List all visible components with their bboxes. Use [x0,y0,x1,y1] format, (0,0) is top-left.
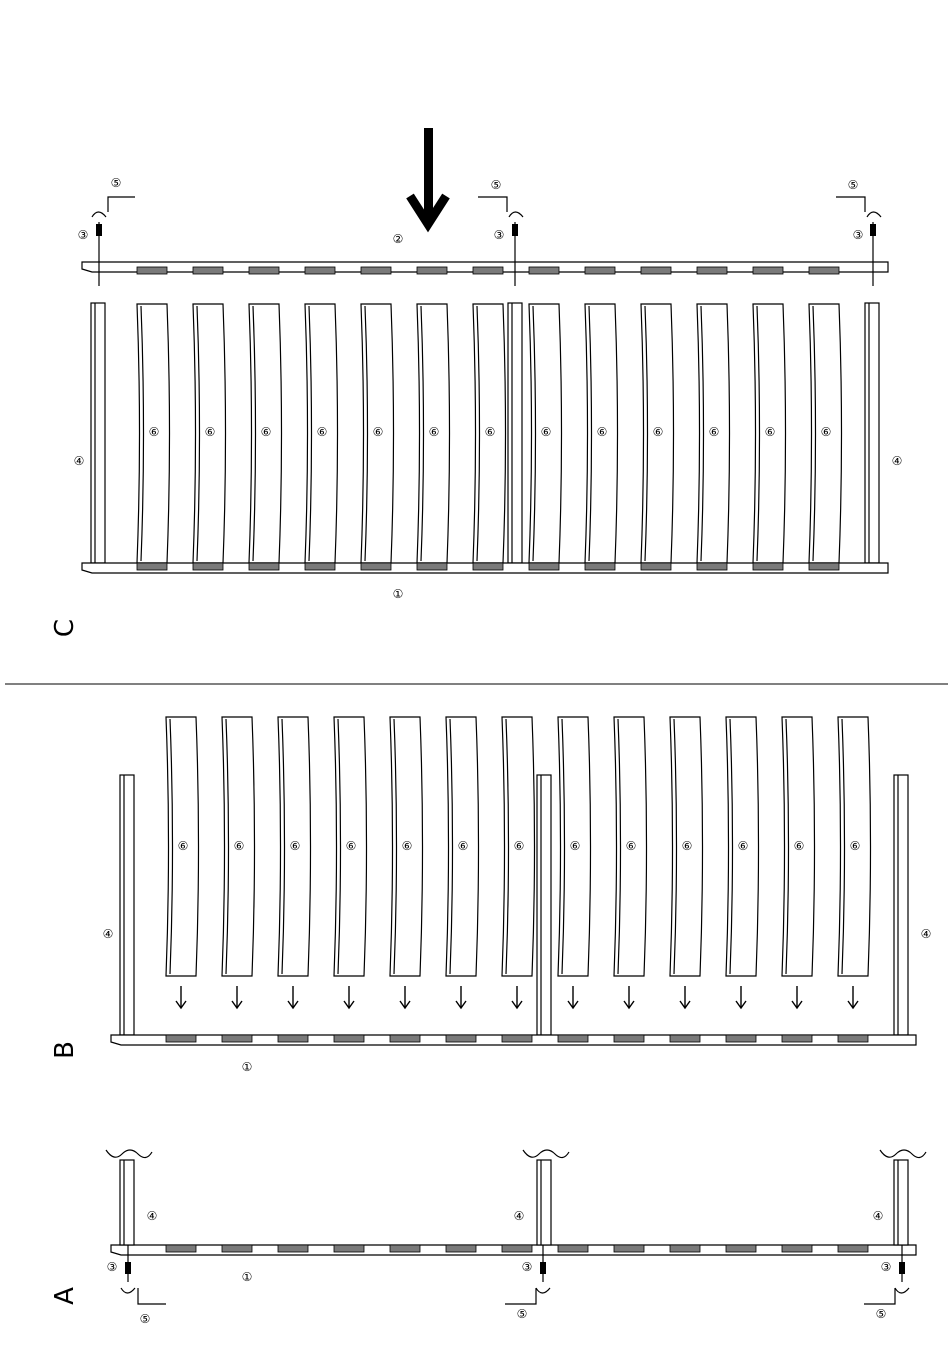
rail-pad [558,1245,588,1252]
rail-pad [697,563,727,570]
part-label-hex-key-a1: ⑤ [139,1312,151,1326]
rail-pad [838,1245,868,1252]
part-label-screw-a1: ③ [106,1260,118,1274]
rail-pad [278,1035,308,1042]
part-label-post-a2: ④ [513,1209,525,1223]
hex-key-icon [121,1288,166,1304]
part-label-rail-a: ① [241,1270,253,1284]
part-label-slat: ⑥ [204,425,216,439]
rail-pad [641,563,671,570]
part-label-slat: ⑥ [737,839,749,853]
hex-key-icon [864,1288,909,1304]
rail-pad [558,1035,588,1042]
slats-c [137,304,842,563]
post-mid-b [537,775,551,1035]
part-label-rail-b: ① [241,1060,253,1074]
rail-pad [417,267,447,274]
part-label-post-right-c: ④ [891,454,903,468]
rail-pad [585,563,615,570]
rail-pad [670,1035,700,1042]
part-label-screw-3: ③ [852,228,864,242]
part-label-slat: ⑥ [820,425,832,439]
part-label-hex-key-a3: ⑤ [875,1307,887,1321]
part-label-post-left-b: ④ [102,927,114,941]
rail-pad [334,1035,364,1042]
step-label-a: A [50,1287,80,1305]
part-label-top-rail: ② [392,232,404,246]
rail-pad [529,563,559,570]
rail-pad [417,563,447,570]
screw-icon [870,222,876,286]
part-label-slat: ⑥ [177,839,189,853]
part-label-slat: ⑥ [401,839,413,853]
rail-pad [809,267,839,274]
rail-pad [166,1245,196,1252]
rail-pad [726,1245,756,1252]
part-label-slat: ⑥ [484,425,496,439]
part-label-slat: ⑥ [233,839,245,853]
rail-pad [193,563,223,570]
hex-key-icon [505,1288,550,1304]
rail-pad [249,563,279,570]
step-a-panel [50,1150,926,1326]
rail-pad [670,1245,700,1252]
rail-pad [585,267,615,274]
rail-pad [726,1035,756,1042]
part-label-hex-key-a2: ⑤ [516,1307,528,1321]
part-label-slat: ⑥ [260,425,272,439]
bottom-rail-b [111,1035,916,1045]
screw-icon [512,222,518,286]
rail-pad [446,1035,476,1042]
post-stub-mid-a [523,1150,569,1245]
rail-pad [473,267,503,274]
part-label-hex-key-2: ⑤ [490,178,502,192]
step-label-c: C [50,618,80,638]
part-label-slat: ⑥ [569,839,581,853]
hex-key-icon [836,197,881,217]
rail-pad [166,1035,196,1042]
part-label-hex-key-1: ⑤ [110,176,122,190]
step-c-panel [50,128,902,637]
part-label-post-left-c: ④ [73,454,85,468]
part-label-slat: ⑥ [625,839,637,853]
rail-pad [193,267,223,274]
part-label-screw-a2: ③ [521,1260,533,1274]
slat-drop-arrows [176,986,858,1008]
post-right-c [865,303,879,563]
part-label-slat: ⑥ [764,425,776,439]
bottom-rail-a [111,1245,916,1255]
part-label-slat: ⑥ [849,839,861,853]
step-label-b: B [50,1041,80,1059]
part-label-slat: ⑥ [148,425,160,439]
part-label-slat: ⑥ [652,425,664,439]
part-label-slat: ⑥ [316,425,328,439]
slats-b [166,717,871,976]
part-label-slat: ⑥ [596,425,608,439]
part-label-slat: ⑥ [457,839,469,853]
rail-pad [614,1035,644,1042]
rail-pad [361,267,391,274]
part-label-slat: ⑥ [681,839,693,853]
rail-pad [502,1035,532,1042]
part-label-slat: ⑥ [793,839,805,853]
part-label-slat: ⑥ [513,839,525,853]
rail-pad [614,1245,644,1252]
top-rail [82,262,888,274]
step-b-panel [50,717,931,1074]
rail-pad [222,1245,252,1252]
post-left-b [120,775,134,1035]
rail-pad [838,1035,868,1042]
rail-pad [753,563,783,570]
rail-pad [529,267,559,274]
screw-icon [96,222,102,286]
part-label-post-a1: ④ [146,1209,158,1223]
rail-pad [361,563,391,570]
part-label-slat: ⑥ [289,839,301,853]
part-label-rail-c: ① [392,587,404,601]
rail-pad [446,1245,476,1252]
bottom-rail-c [82,563,888,573]
part-label-slat: ⑥ [428,425,440,439]
post-left-c [91,303,105,563]
rail-pad [305,563,335,570]
rail-pad [222,1035,252,1042]
rail-pad [809,563,839,570]
part-label-screw-1: ③ [77,228,89,242]
part-label-slat: ⑥ [345,839,357,853]
rail-pad [305,267,335,274]
rail-pad [390,1245,420,1252]
rail-pad [753,267,783,274]
part-label-screw-a3: ③ [880,1260,892,1274]
part-label-slat: ⑥ [540,425,552,439]
part-label-post-right-b: ④ [920,927,932,941]
rail-pad [390,1035,420,1042]
part-label-post-a3: ④ [872,1209,884,1223]
down-arrow-icon [410,128,446,224]
rail-pad [782,1245,812,1252]
part-label-hex-key-3: ⑤ [847,178,859,192]
part-label-screw-2: ③ [493,228,505,242]
post-stub-left-a [106,1150,152,1245]
hex-key-icon [92,197,135,217]
post-mid-c [508,303,522,563]
rail-pad [641,267,671,274]
part-label-slat: ⑥ [372,425,384,439]
rail-pad [473,563,503,570]
rail-pad [137,267,167,274]
rail-pad [697,267,727,274]
rail-pad [782,1035,812,1042]
hex-key-icon [478,197,523,217]
rail-pad [502,1245,532,1252]
post-stub-right-a [880,1150,926,1245]
rail-pad [334,1245,364,1252]
rail-pad [249,267,279,274]
post-right-b [894,775,908,1035]
part-label-slat: ⑥ [708,425,720,439]
rail-pad [278,1245,308,1252]
rail-pad [137,563,167,570]
